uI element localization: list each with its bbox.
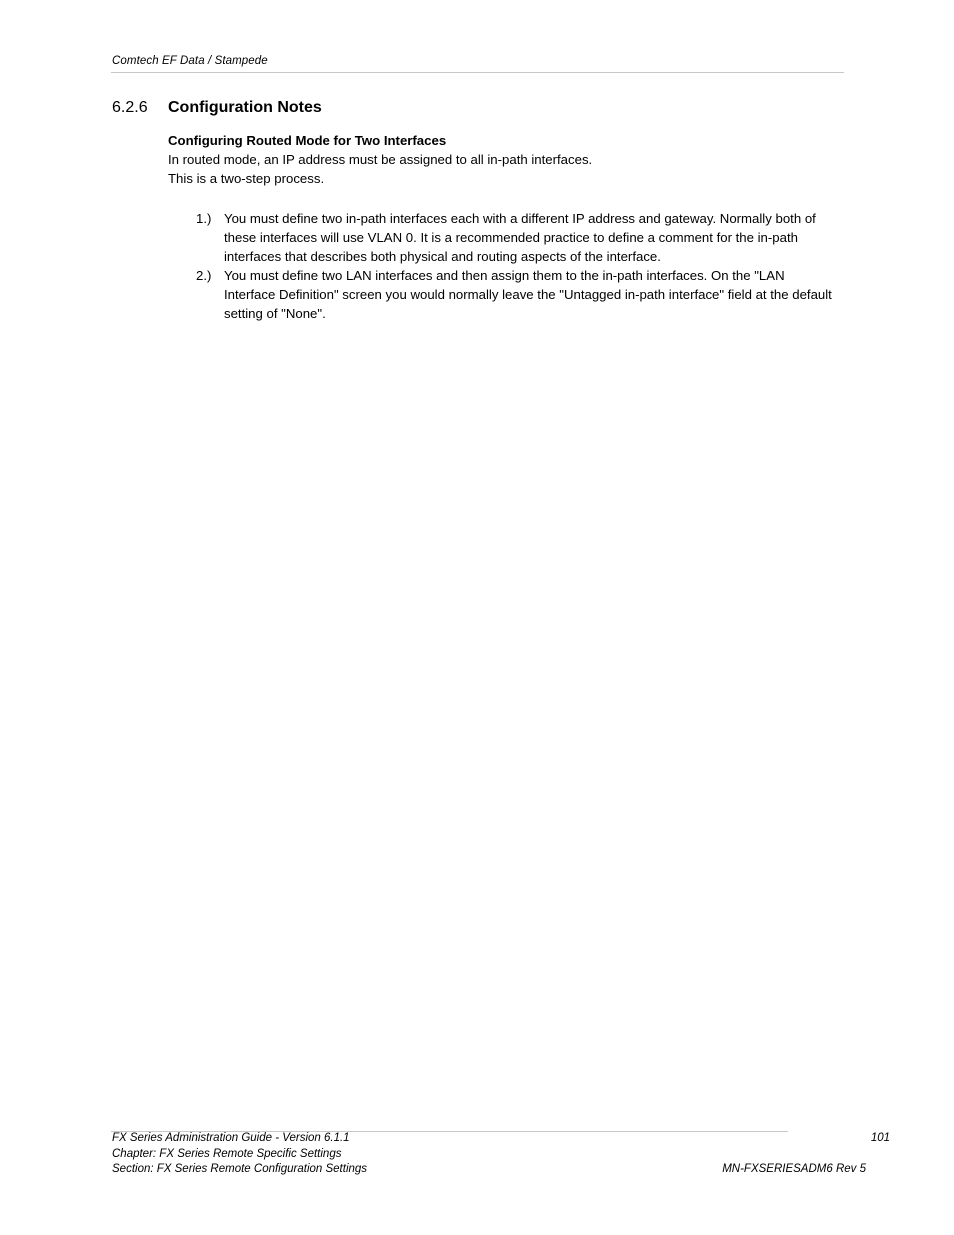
- step-number: 1.): [196, 211, 212, 226]
- footer-right: [722, 1131, 890, 1178]
- header-divider: [111, 72, 844, 73]
- section-heading: [112, 99, 322, 117]
- sub-heading: Configuring Routed Mode for Two Interfaces: [168, 133, 447, 148]
- step-number: 2.): [196, 268, 212, 283]
- list-item: [168, 209, 838, 266]
- footer-section: Section: FX Series Remote Configuration Settings: [112, 1163, 368, 1175]
- intro-line: In routed mode, an IP address must be assigned to all in-path interfaces.: [168, 152, 593, 167]
- document-id: MN-FXSERIESADM6 Rev 5: [722, 1163, 866, 1175]
- footer-left: [112, 1131, 367, 1178]
- step-text: You must define two LAN interfaces and then assign them to the in-path interfaces. On the "LAN Interface Definition" screen you would normally leave the "Untagged in-path interface" field at the default setting of "None".: [224, 268, 832, 321]
- list-item: [168, 266, 838, 323]
- running-header: Comtech EF Data / Stampede: [112, 55, 268, 67]
- footer-chapter: Chapter: FX Series Remote Specific Settings: [112, 1147, 342, 1160]
- section-title: Configuration Notes: [168, 99, 322, 116]
- intro-line: This is a two-step process.: [168, 171, 325, 186]
- step-text: You must define two in-path interfaces each with a different IP address and gateway. Normally both of these interfaces will use VLAN 0. It is a recommended practice to define a comment for the in-path interfaces that describes both physical and routing aspects of the interface.: [224, 211, 816, 264]
- steps-list: [168, 209, 838, 323]
- page-number: 101: [870, 1132, 890, 1144]
- section-number: 6.2.6: [112, 99, 148, 116]
- footer-guide: FX Series Administration Guide - Version 6.1.1: [112, 1132, 350, 1144]
- content-body: [168, 131, 838, 323]
